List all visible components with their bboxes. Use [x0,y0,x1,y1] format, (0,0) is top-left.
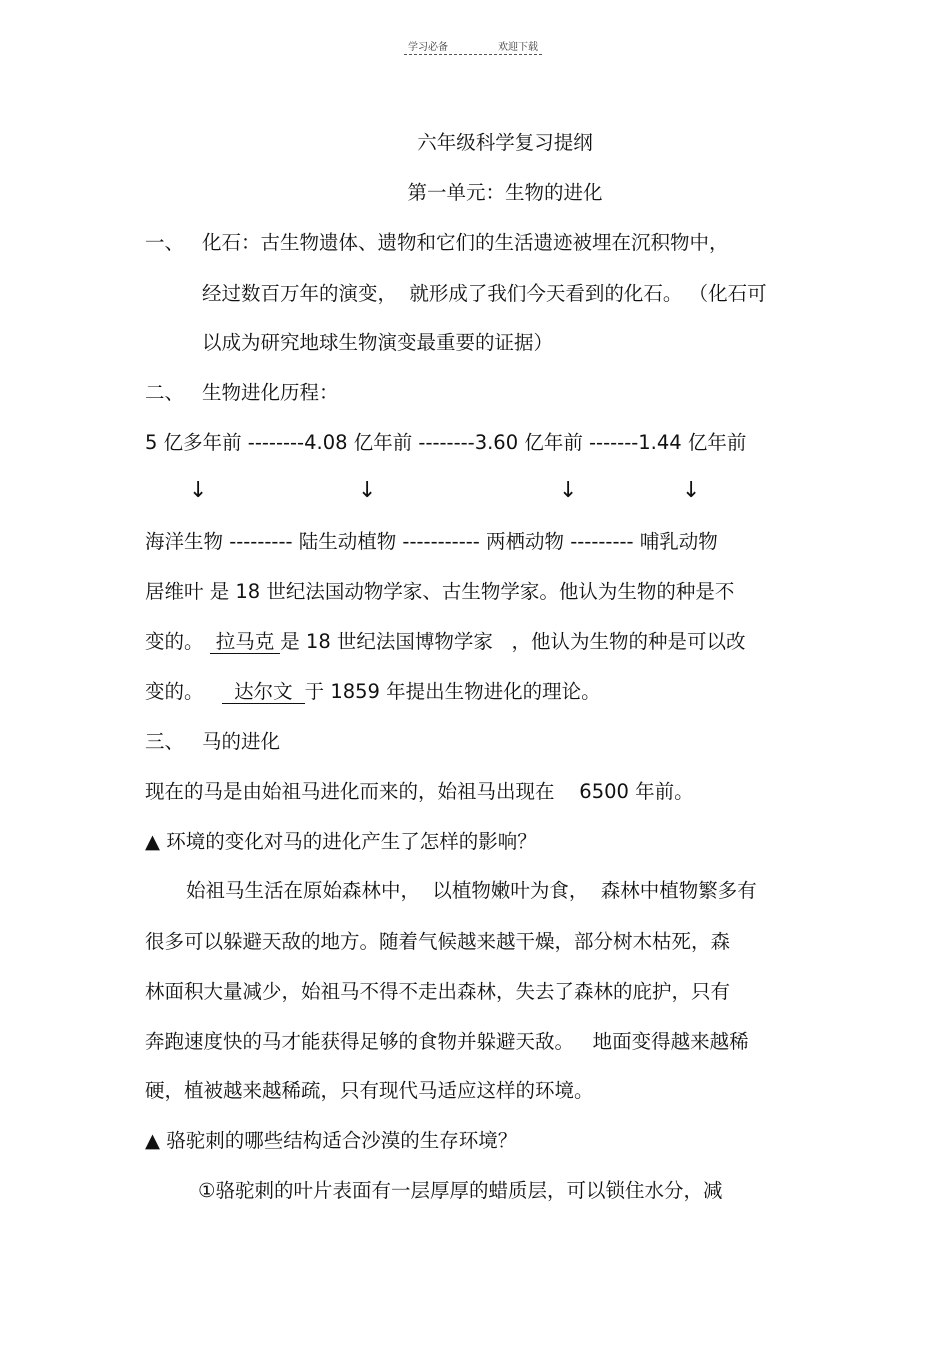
answer-paragraph: 硬，植被越来越稀疏，只有现代马适应这样的环境。 [145,1079,594,1102]
answer-paragraph: 奔跑速度快的马才能获得足够的食物并躲避天敌。 地面变得越来越稀 [145,1030,749,1053]
down-arrow-icon: ↓ [682,478,701,503]
paragraph-text: 变的。 [145,680,223,703]
fossil-definition: 化石：古生物遗体、遗物和它们的生活遗迹被埋在沉积物中， [202,231,729,254]
paragraph-text: 变的。 [145,630,210,653]
evolution-timeline: 5 亿多年前 --------4.08 亿年前 --------3.60 亿年前 -------1.44 亿年前 [145,431,747,454]
section-number: 一、 [145,231,185,254]
fill-in-answer: 拉马克 [210,630,281,654]
answer-paragraph: 很多可以躲避天敌的地方。随着气候越来越干燥，部分树木枯死，森 [145,930,731,953]
header-right: 欢迎下载 [498,42,538,53]
section-title: 生物进化历程： [202,381,339,404]
fill-in-answer: 达尔文 [222,680,305,704]
answer-paragraph: 林面积大量减少，始祖马不得不走出森林，失去了森林的庇护，只有 [145,980,731,1003]
unit-title: 第一单元：生物的进化 [407,181,603,204]
down-arrow-icon: ↓ [559,478,578,503]
question-heading: ▲ 骆驼刺的哪些结构适合沙漠的生存环境？ [145,1129,518,1152]
down-arrow-icon: ↓ [358,478,377,503]
down-arrow-icon: ↓ [189,478,208,503]
header-divider [404,54,542,55]
organism-sequence: 海洋生物 --------- 陆生动植物 ----------- 两栖动物 --------- 哺乳动物 [145,530,718,553]
horse-origin: 现在的马是由始祖马进化而来的，始祖马出现在 6500 年前。 [145,780,694,803]
darwin-paragraph [145,679,601,705]
cuvier-paragraph: 居维叶 是 18 世纪法国动物学家、古生物学家。他认为生物的种是不 [145,580,735,603]
document-title: 六年级科学复习提纲 [417,131,593,154]
section-number: 三、 [145,730,185,753]
question-heading: ▲ 环境的变化对马的进化产生了怎样的影响？ [145,830,537,853]
fossil-definition-cont: 经过数百万年的演变， 就形成了我们今天看到的化石。 （化石可 [202,282,767,305]
section-title: 马的进化 [202,730,281,753]
answer-paragraph: 始祖马生活在原始森林中， 以植物嫩叶为食， 森林中植物繁多有 [186,879,757,902]
section-number: 二、 [145,381,185,404]
fossil-definition-end: 以成为研究地球生物演变最重要的证据） [202,331,554,354]
paragraph-text: 于 1859 年提出生物进化的理论。 [304,680,601,703]
lamarck-paragraph [145,629,746,655]
paragraph-text: 是 18 世纪法国博物学家 ，他认为生物的种是可以改 [280,630,746,653]
answer-item: ①骆驼刺的叶片表面有一层厚厚的蜡质层，可以锁住水分，减 [198,1179,723,1202]
header-left: 学习必备 [408,42,448,53]
